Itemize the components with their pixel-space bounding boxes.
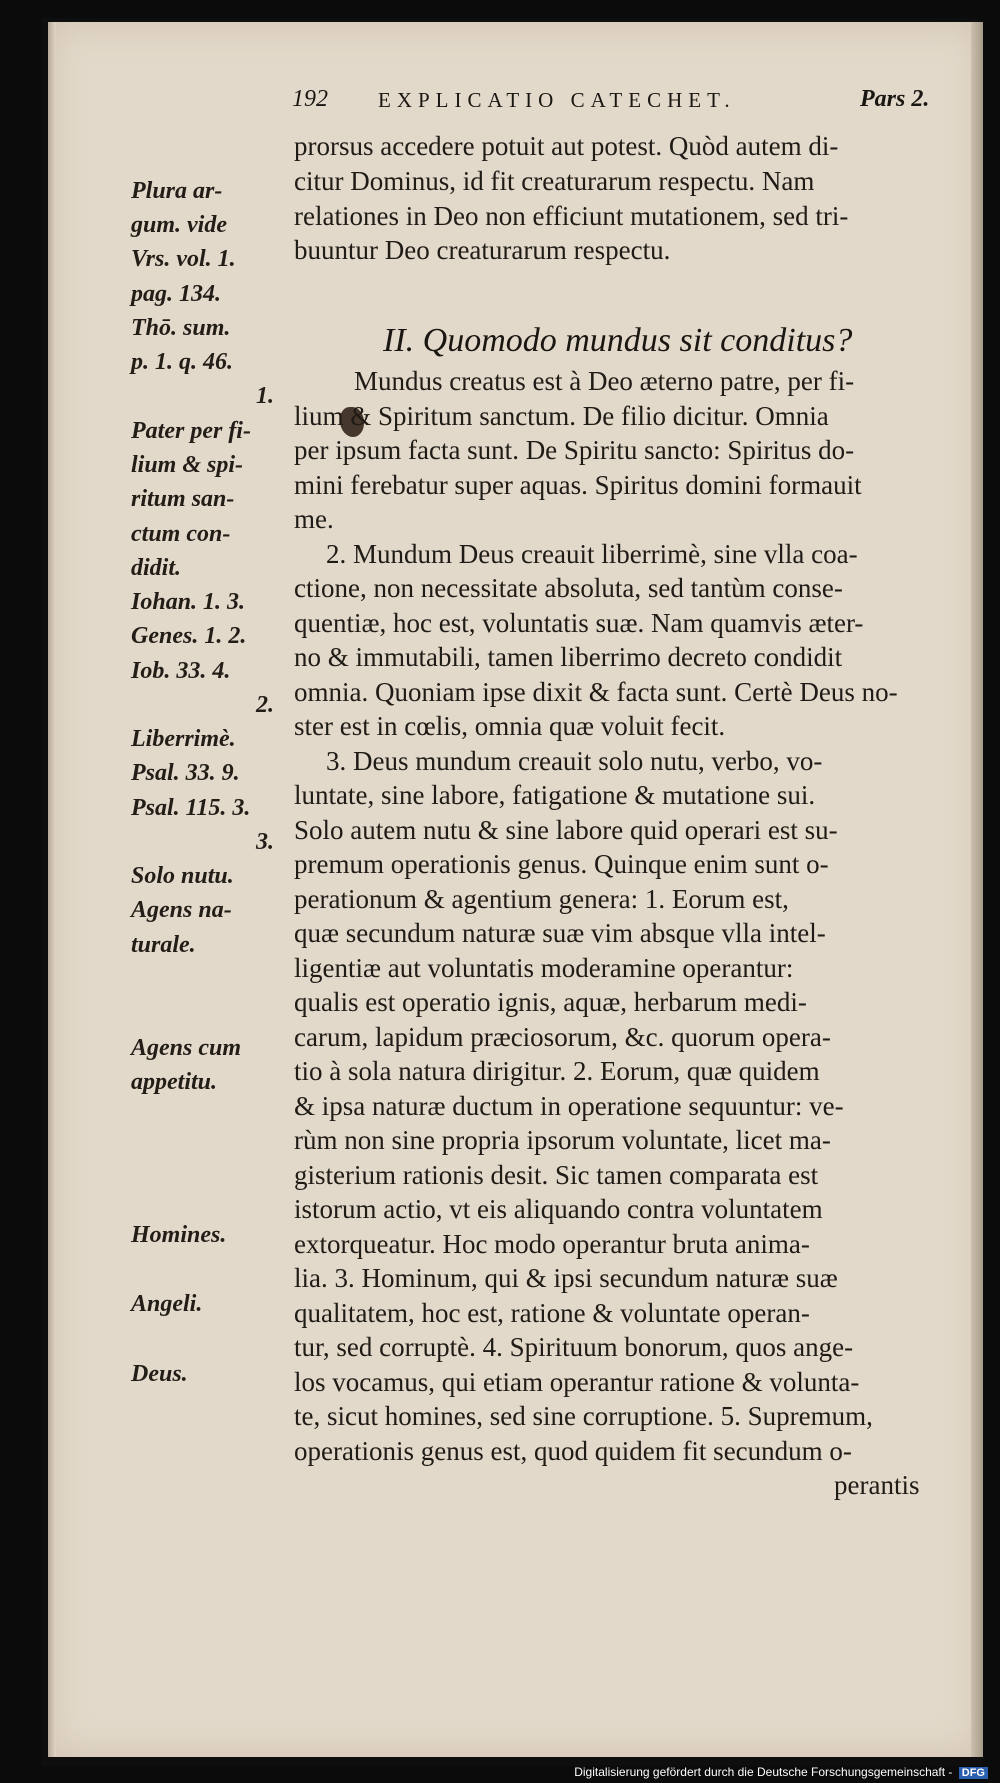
margin-note: Vrs. vol. 1. [131, 246, 236, 272]
text-line: quentiæ, hoc est, voluntatis suæ. Nam quamvis æter- [294, 608, 864, 638]
catchword: perantis [834, 1470, 920, 1500]
margin-note: Deus. [131, 1361, 188, 1387]
margin-note: didit. [131, 555, 182, 581]
text-line: prorsus accedere potuit aut potest. Quòd autem di- [294, 131, 839, 161]
text-line: istorum actio, vt eis aliquando contra voluntatem [294, 1194, 823, 1224]
margin-note: p. 1. q. 46. [131, 349, 233, 375]
text-line: te, sicut homines, sed sine corruptione. 5. Supremum, [294, 1401, 873, 1431]
margin-note: pag. 134. [131, 281, 221, 307]
running-title: EXPLICATIO CATECHET. [378, 88, 736, 112]
margin-note: Liberrimè. [131, 726, 236, 752]
credit-text: Digitalisierung gefördert durch die Deutsche Forschungsgemeinschaft - [574, 1765, 953, 1779]
margin-note: Psal. 33. 9. [131, 760, 240, 786]
text-line: qualitatem, hoc est, ratione & voluntate operan- [294, 1298, 810, 1328]
text-line: relationes in Deo non efficiunt mutationem, sed tri- [294, 201, 849, 231]
text-line: no & immutabili, tamen liberrimo decreto condidit [294, 642, 843, 672]
text-line: omnia. Quoniam ipse dixit & facta sunt. Certè Deus no- [294, 677, 898, 707]
page-gutter-shadow [48, 22, 56, 1757]
margin-note: Psal. 115. 3. [131, 795, 251, 821]
section-heading: II. Quomodo mundus sit conditus? [383, 322, 853, 359]
page-number: 192 [292, 86, 328, 112]
text-line: buuntur Deo creaturarum respectu. [294, 235, 671, 265]
text-line: operationis genus est, quod quidem fit secundum o- [294, 1436, 852, 1466]
margin-note: Iohan. 1. 3. [131, 589, 246, 615]
margin-note: 1. [256, 383, 274, 409]
margin-note: ritum san- [131, 486, 235, 512]
text-line: qualis est operatio ignis, aquæ, herbarum medi- [294, 987, 807, 1017]
margin-note: Pater per fi- [131, 418, 251, 444]
part-label: Pars 2. [860, 86, 930, 112]
book-page [48, 22, 983, 1757]
page-edge [971, 22, 983, 1757]
margin-note: Thō. sum. [131, 315, 231, 341]
text-line: lium & Spiritum sanctum. De filio dicitur. Omnia [294, 401, 829, 431]
margin-note: turale. [131, 932, 196, 958]
text-line: 3. Deus mundum creauit solo nutu, verbo, vo- [326, 746, 823, 776]
text-line: luntate, sine labore, fatigatione & mutatione sui. [294, 780, 816, 810]
dfg-logo: DFG [959, 1767, 988, 1779]
margin-note: Angeli. [131, 1291, 203, 1317]
text-line: Solo autem nutu & sine labore quid operari est su- [294, 815, 838, 845]
text-line: Mundus creatus est à Deo æterno patre, per fi- [354, 366, 855, 396]
text-line: ster est in cœlis, omnia quæ voluit fecit. [294, 711, 726, 741]
margin-note: appetitu. [131, 1069, 218, 1095]
margin-note: 3. [256, 829, 274, 855]
text-line: gisterium rationis desit. Sic tamen comparata est [294, 1160, 819, 1190]
text-line: ctione, non necessitate absoluta, sed tantùm conse- [294, 573, 843, 603]
digitization-credit [574, 1765, 988, 1779]
margin-note: 2. [256, 692, 274, 718]
text-line: carum, lapidum præciosorum, &c. quorum opera- [294, 1022, 831, 1052]
margin-note: ctum con- [131, 521, 231, 547]
text-line: los vocamus, qui etiam operantur ratione & volunta- [294, 1367, 860, 1397]
margin-note: Solo nutu. [131, 863, 234, 889]
text-line: citur Dominus, id fit creaturarum respectu. Nam [294, 166, 815, 196]
margin-note: Agens na- [131, 897, 232, 923]
margin-note: gum. vide [131, 212, 227, 238]
margin-note: Genes. 1. 2. [131, 623, 247, 649]
text-line: quæ secundum naturæ suæ vim absque vlla intel- [294, 918, 826, 948]
text-line: rùm non sine propria ipsorum voluntate, licet ma- [294, 1125, 831, 1155]
text-line: per ipsum facta sunt. De Spiritu sancto: Spiritus do- [294, 435, 855, 465]
margin-note: Agens cum [131, 1035, 242, 1061]
margin-note: Homines. [131, 1222, 227, 1248]
text-line: mini ferebatur super aquas. Spiritus domini formauit [294, 470, 862, 500]
text-line: lia. 3. Hominum, qui & ipsi secundum naturæ suæ [294, 1263, 838, 1293]
text-line: tio à sola natura dirigitur. 2. Eorum, quæ quidem [294, 1056, 820, 1086]
text-line: & ipsa naturæ ductum in operatione sequuntur: ve- [294, 1091, 844, 1121]
margin-note: Iob. 33. 4. [131, 658, 231, 684]
text-line: ligentiæ aut voluntatis moderamine operantur: [294, 953, 794, 983]
text-line: perationum & agentium genera: 1. Eorum est, [294, 884, 789, 914]
margin-note: lium & spi- [131, 452, 244, 478]
text-line: me. [294, 504, 334, 534]
text-line: extorqueatur. Hoc modo operantur bruta anima- [294, 1229, 810, 1259]
running-header [48, 86, 983, 126]
text-line: 2. Mundum Deus creauit liberrimè, sine vlla coa- [326, 539, 858, 569]
margin-note: Plura ar- [131, 178, 223, 204]
text-line: tur, sed corruptè. 4. Spirituum bonorum, quos ange- [294, 1332, 854, 1362]
text-line: premum operationis genus. Quinque enim sunt o- [294, 849, 829, 879]
margin-notes [131, 177, 306, 1677]
